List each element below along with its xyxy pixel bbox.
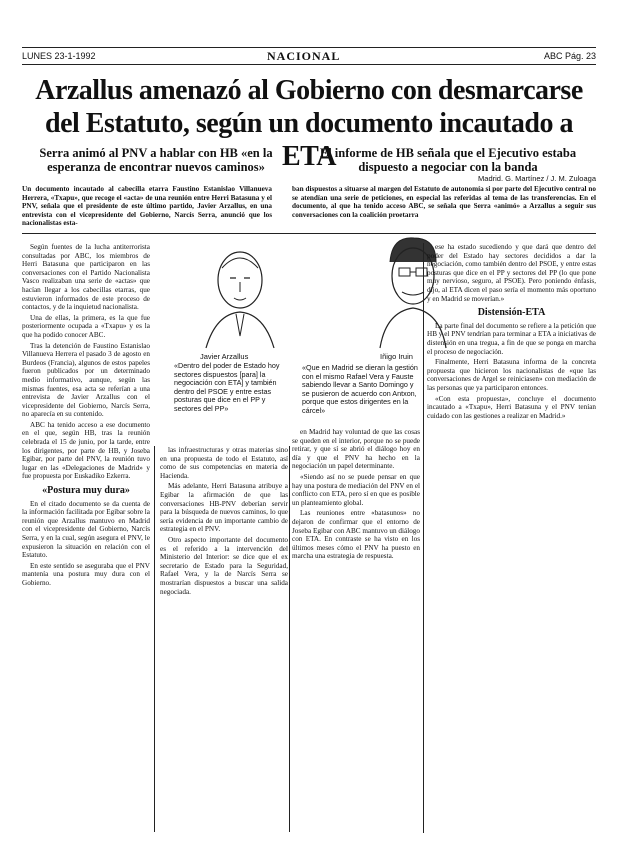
article-column-2 [160,446,288,836]
page-header [22,47,596,65]
section-title: NACIONAL [267,49,341,63]
paragraph: Tras la detención de Faustino Estanislao Villanueva Herrera el pasado 3 de agosto en Burdeos (Francia), algunos de estos papeles fueron publicados por un determinado medio informativo, aunque, según las mismas fuentes, esa acta se referían a una entrevista de Javier Arzallus con el vicepresidente del Gobierno, Narcís Serra, no aparecía en su contenido. [22,341,150,419]
article-column-4 [427,243,596,833]
paragraph: «Siendo así no se puede pensar en que hay una postura de mediación del PNV en el conflicto con ETA, pero sí en que es posible un planteamiento global. [292,472,420,507]
subheadline-left: Serra animó al PNV a hablar con HB «en la esperanza de encontrar nuevos caminos» [39,146,273,174]
section-subhead: «Postura muy dura» [42,485,130,497]
paragraph: ABC ha tenido acceso a ese documento en el que, según HB, tras la reunión celebrada el 15 de junio, por la tarde, entre los dirigentes, por parte de HB, y Joseba Egibar, por parte del PNV, la reunión tuvo lugar en las «Delegaciones de Madrid» y fue propuesta por Euskadiko Ezkerra. [22,420,150,481]
caption-name-left: Javier Arzallus [200,352,249,361]
paragraph: ese ha estado sucediendo y que dará que dentro del poder del Estado hay sectores decididos a dar la negociación, como también dentro del PSOE, y entre estas posturas que dice en el PP y sectores del PP (lo que pone muy nervioso, seguro, al PSOE). Pero poniendo énfasis, dijo, al ETA dicen el paso sería el momento más oportuno y en Madrid se moverían.» [427,243,596,303]
paragraph: las infraestructuras y otras materias sino en una propuesta de todo el Estatuto, así como de sus competencias en materia de Hacienda. [160,446,288,480]
portrait-sketch-arzallus [196,240,284,350]
paragraph: En el citado documento se da cuenta de la información facilitada por Egibar sobre la reunión que Arzallus mantuvo en Madrid con el vicepresidente del Gobierno, Narcís Serra, y en la cual, según asegura el PNV, le expusieron la situación en relación con el Estatuto. [22,499,150,560]
paragraph: Una de ellas, la primera, es la que fue posteriormente ocupada a «Txapu» y es la que ha podido conocer ABC. [22,313,150,339]
subheadline-right: El informe de HB señala que el Ejecutivo estaba dispuesto a negociar con la banda [319,146,577,174]
caption-name-right: Iñigo Iruin [380,352,413,361]
byline: Madrid. G. Martínez / J. M. Zuloaga [478,174,596,183]
section-subhead: Distensión-ETA [477,307,546,319]
paragraph: Otro aspecto importante del documento es el referido a la intervención del Ministerio del Interior: se dice que el ex secretario de Estado para la Seguridad, Rafael Vera, y la de Narcís Serra se mostrarían dispuestos a buscar una salida negociada. [160,535,288,596]
column-rule [423,243,424,833]
page-number: ABC Pág. 23 [543,51,596,61]
header-date: LUNES 23-1-1992 [22,51,96,61]
headline: Arzallus amenazó al Gobierno con desmarcarse del Estatuto, según un documento incautado a ETA [35,75,583,172]
paragraph: Finalmente, Herri Batasuna informa de la concreta propuesta que hicieron los nacionalistas de «que las conversaciones de Argel se reiniciasen» con mediación de las personas que ya participaron entonces. [427,358,596,392]
paragraph: en Madrid hay voluntad de que las cosas se queden en el interior, porque no se puede retirar, y que sí se abrió el diálogo hoy en día y que el PNV ha hecho en la negociación un papel determinante. [292,428,420,471]
paragraph: La parte final del documento se refiere a la petición que HB y el PNV tendrían para terminar a ETA a iniciativas de distensión en una tregua, a fin de que se ponga en marcha el proceso de negociación. [427,321,596,356]
pull-quote-right: «Que en Madrid se dieran la gestión con el mismo Rafael Vera y Fauste sabiendo llevar a Santo Domingo y se pusieron de acuerdo con Antxon, porque que estos dirigentes en la cárcel» [302,363,418,415]
paragraph: Según fuentes de la lucha antiterrorista consultadas por ABC, los miembros de Herri Batasuna que participaron en las conversaciones con el Partido Nacionalista Vasco realizaban una serie de «actas» que hacían llegar a los cabecillas etarras, que estuvieron informados de este proceso de contactos, y de la inquietud nacionalista. [22,243,150,312]
pull-quote-left: «Dentro del poder de Estado hoy sectores dispuestos [para] la negociación con ETA] y también dentro del PSOE y entre estas posturas que dice en el PP y sectores del PP» [174,361,280,413]
lead-paragraph-left: Un documento incautado al cabecilla etarra Faustino Estanislao Villanueva Herrera, «Txapu», que recoge el «acta» de una reunión entre Herri Batasuna y el PNV, señala que el presidente de este último partido, Javier Arzallus, en una entrevista con el vicepresidente del Gobierno, Narcís Serra, anunció que los nacionalistas esta- [22,185,272,228]
article-column-1 [22,243,150,833]
paragraph: «Con esta propuesta», concluye el documento incautado a «Txapu», Herri Batasuna y el PNV tenían cuidado con las gestiones a realizar en Madrid.» [427,394,596,420]
paragraph: En este sentido se aseguraba que el PNV mantenía una postura muy dura con el Gobierno. [22,561,150,587]
column-rule [154,446,155,832]
article-column-3 [292,428,420,833]
column-rule [289,446,290,832]
divider [22,233,596,234]
lead-paragraph-right: ban dispuestos a situarse al margen del Estatuto de autonomía si por parte del Ejecutivo central no se atendían una serie de peticiones, en especial las referidas al tema de las transferencias. En el documento, al que ha tenido acceso ABC, se señala que Serra «animó» a Arzallus a seguir sus conversaciones con la coalición proetarra [292,185,596,219]
paragraph: Más adelante, Herri Batasuna atribuye a Egibar la afirmación de que las conversaciones HB-PNV deberían servir para la búsqueda de nuevos caminos, lo que sería evidencia de un importante cambio de estrategia en el PNV. [160,482,288,534]
paragraph: Las reuniones entre «batasunos» no dejaron de confirmar que el entorno de Joseba Egibar con ABC mantuvo un diálogo con ETA. En contraste se ha visto en los últimos meses cómo el PNV ha puesto en marcha una estrategia de respuesta. [292,509,420,561]
